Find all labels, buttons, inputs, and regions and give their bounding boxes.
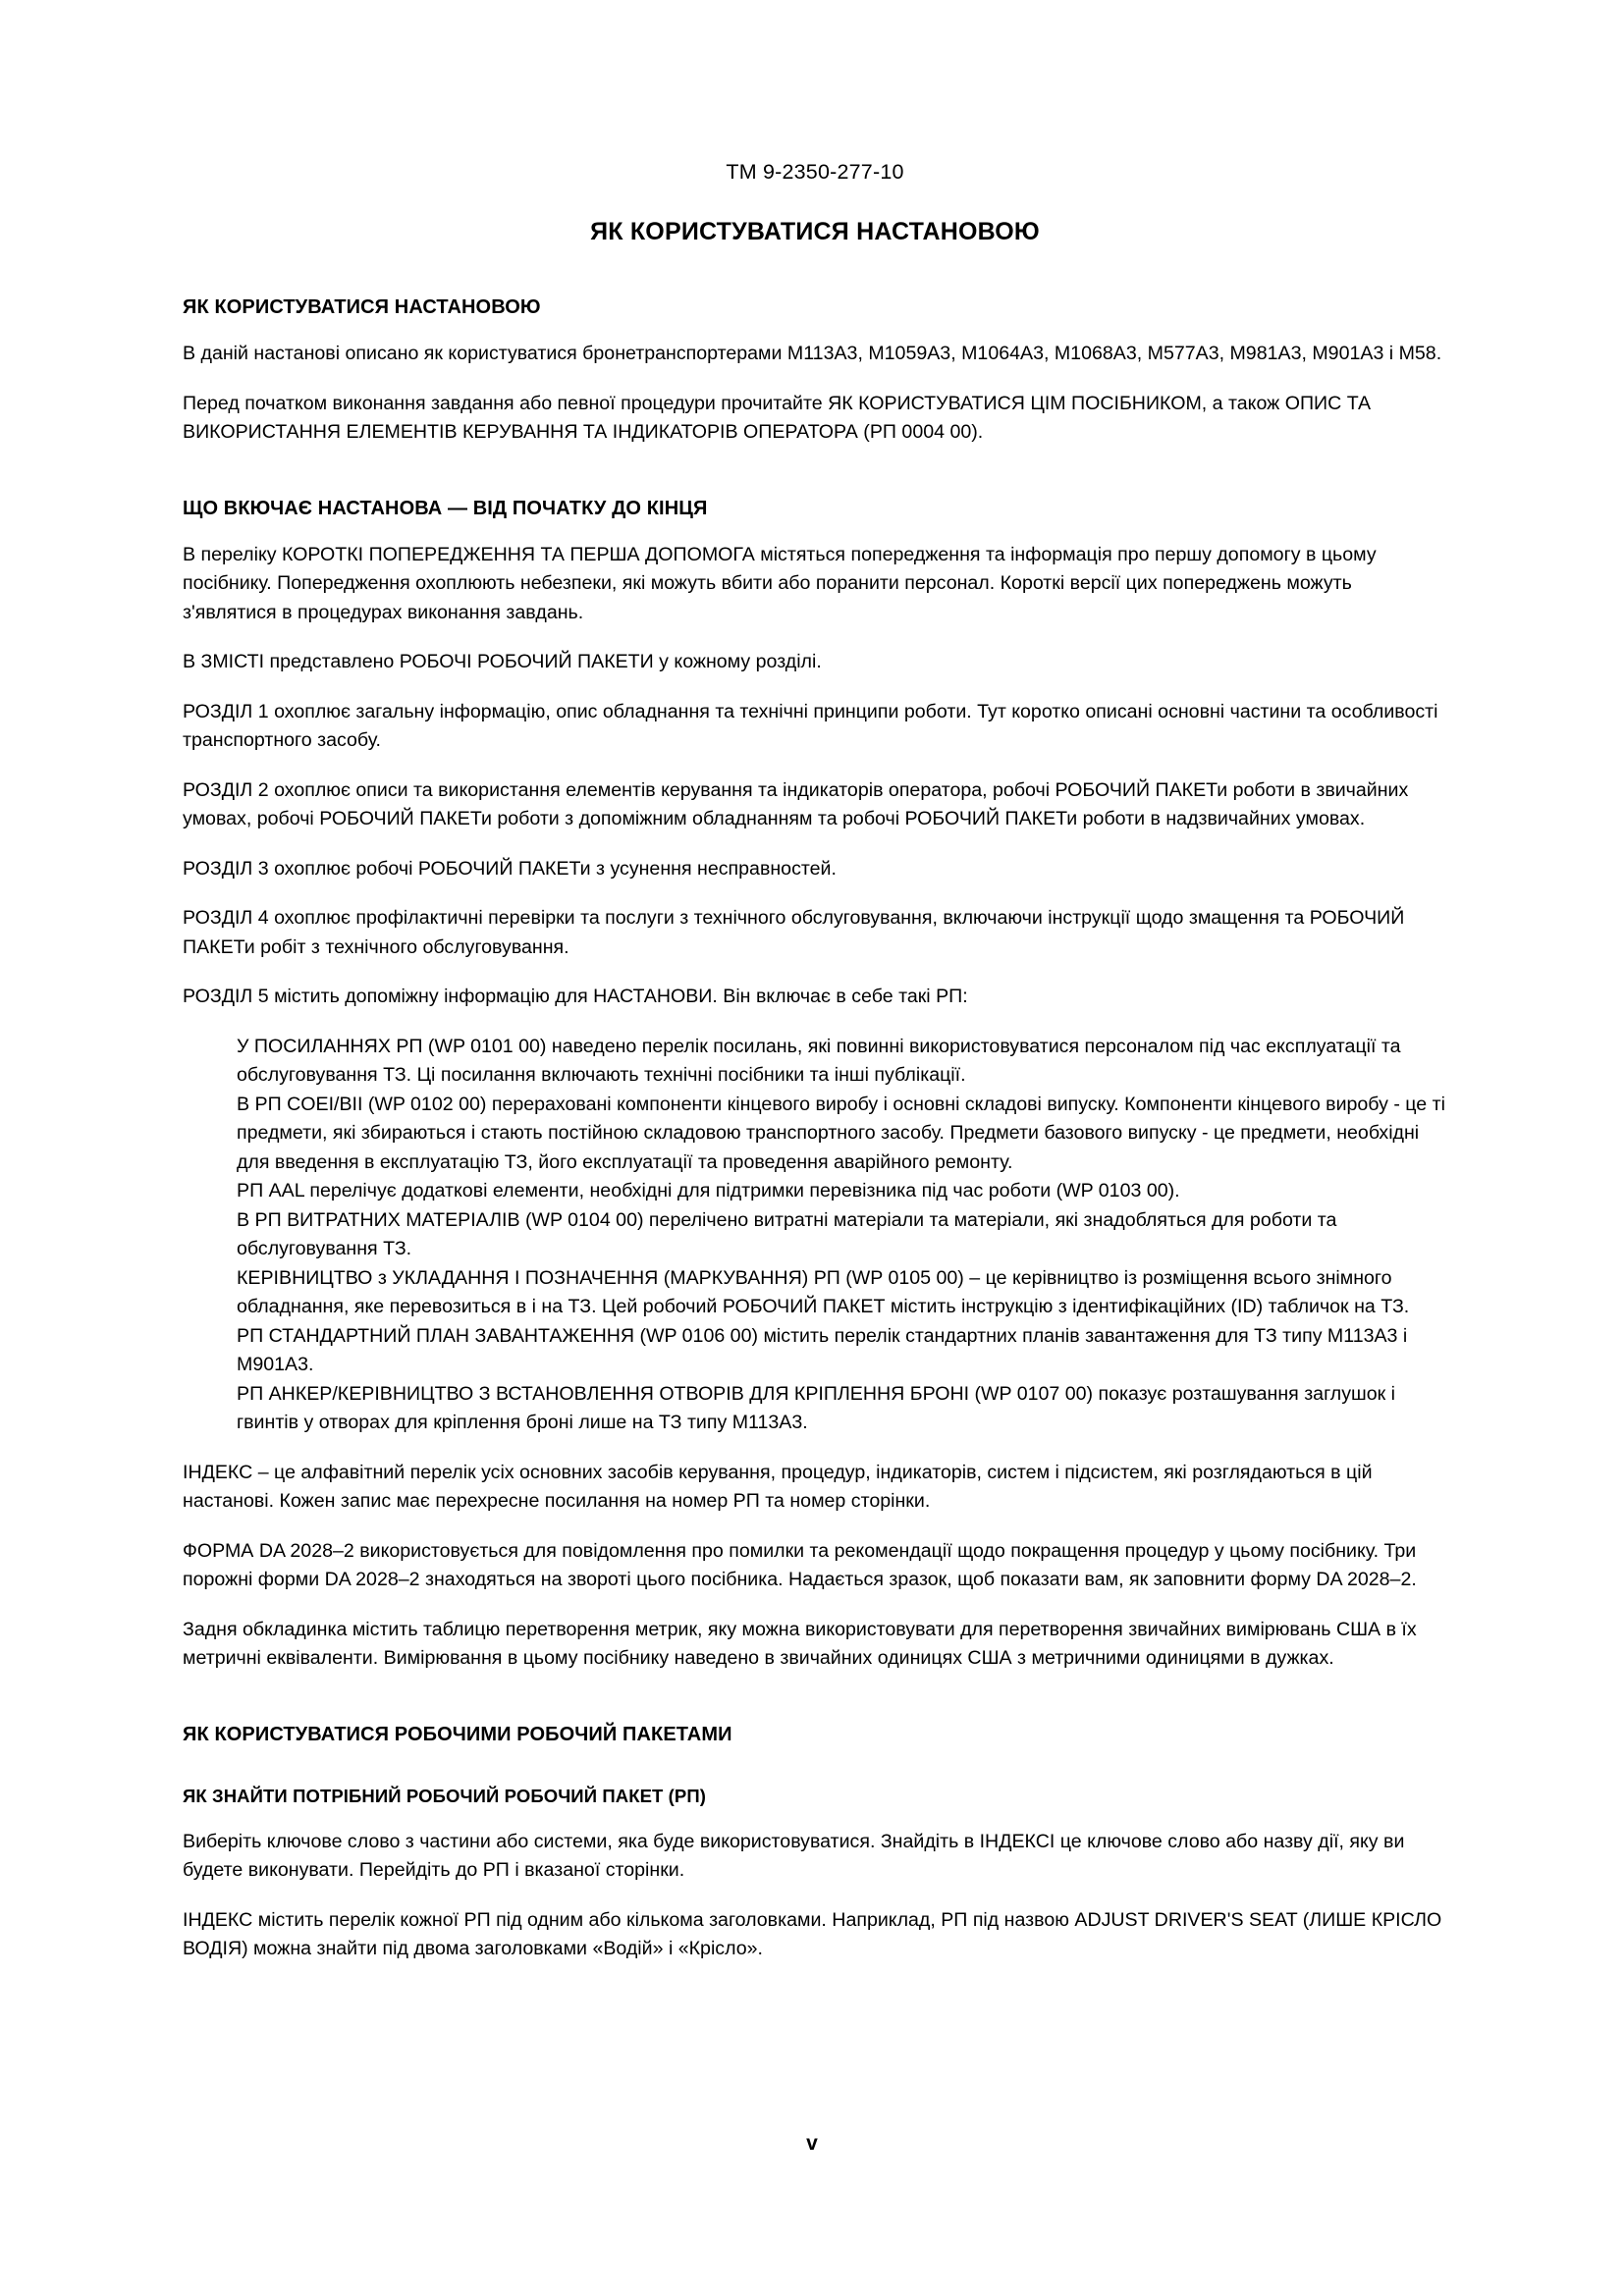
list-item: В РП COEI/BII (WP 0102 00) перераховані компоненти кінцевого виробу і основні складові випуску. Компоненти кінцевого виробу - це ті предмети, які збираються і стають постійною складовою транспортного засобу. Предмети базового випуску - це предмети, необхідні для введення в експлуатацію ТЗ, його експлуатації та проведення аварійного ремонту. (237, 1093, 1445, 1173)
paragraph: Перед початком виконання завдання або певної процедури прочитайте ЯК КОРИСТУВАТИСЯ ЦІМ ПОСІБНИКОМ, а також ОПИС ТА ВИКОРИСТАННЯ ЕЛЕМЕНТІВ КЕРУВАННЯ ТА ІНДИКАТОРІВ ОПЕРАТОРА (РП 0004 00). (183, 392, 1372, 443)
paragraph: Задня обкладинка містить таблицю перетворення метрик, яку можна використовувати для перетворення звичайних вимірювань США в їх метричні еквіваленти. Вимірювання в цьому посібнику наведено в звичайних одиницях США з метричними одиницями в дужках. (183, 1618, 1417, 1669)
paragraph: РОЗДІЛ 3 охоплює робочі РОБОЧИЙ ПАКЕТи з усунення несправностей. (183, 857, 837, 880)
paragraph: РОЗДІЛ 5 містить допоміжну інформацію для НАСТАНОВИ. Він включає в себе такі РП: (183, 986, 968, 1007)
list-item: У ПОСИЛАННЯХ РП (WP 0101 00) наведено перелік посилань, які повинні використовуватися персоналом під час експлуатації та обслуговування ТЗ. Ці посилання включають технічні посібники та інші публікації. (237, 1035, 1401, 1086)
paragraph: РОЗДІЛ 4 охоплює профілактичні перевірки та послуги з технічного обслуговування, включаючи інструкції щодо змащення та РОБОЧИЙ ПАКЕТи робіт з технічного обслуговування. (183, 907, 1405, 958)
paragraph: ІНДЕКС – це алфавітний перелік усіх основних засобів керування, процедур, індикаторів, систем і підсистем, які розглядаються в цій настанові. Кожен запис має перехресне посилання на номер РП та номер сторінки. (183, 1461, 1373, 1512)
subsection-heading-find-wp: ЯК ЗНАЙТИ ПОТРІБНИЙ РОБОЧИЙ РОБОЧИЙ ПАКЕТ (РП) (183, 1785, 707, 1806)
list-item: РП АНКЕР/КЕРІВНИЦТВО З ВСТАНОВЛЕННЯ ОТВОРІВ ДЛЯ КРІПЛЕННЯ БРОНІ (WP 0107 00) показує розташування заглушок і гвинтів у отворах для кріплення броні лише на ТЗ типу M113A3. (237, 1382, 1396, 1433)
document-number: TM 9-2350-277-10 (726, 160, 904, 184)
paragraph: Виберіть ключове слово з частини або системи, яка буде використовуватися. Знайдіть в ІНДЕКСІ це ключове слово або назву дії, яку ви будете виконувати. Перейдіть до РП і вказаної сторінки. (183, 1830, 1405, 1881)
section-heading-how-to-use: ЯК КОРИСТУВАТИСЯ НАСТАНОВОЮ (183, 296, 541, 318)
page-title: ЯК КОРИСТУВАТИСЯ НАСТАНОВОЮ (590, 218, 1040, 245)
paragraph: В ЗМІСТІ представлено РОБОЧІ РОБОЧИЙ ПАКЕТИ у кожному розділі. (183, 651, 822, 672)
paragraph: В даній настанові описано як користуватися бронетранспортерами M113A3, M1059A3, M1064A3, M1068A3, M577A3, M981A3, M901A3 і M58. (183, 343, 1442, 364)
page-number-footer: v (806, 2132, 818, 2155)
work-package-list (183, 1033, 1447, 1438)
section-heading-what-includes: ЩО ВКЮЧАЄ НАСТАНОВА — ВІД ПОЧАТКУ ДО КІНЦЯ (183, 497, 708, 519)
paragraph: РОЗДІЛ 2 охоплює описи та використання елементів керування та індикаторів оператора, робочі РОБОЧИЙ ПАКЕТи роботи в звичайних умовах, робочі РОБОЧИЙ ПАКЕТи роботи з допоміжним обладнанням та робочі РОБОЧИЙ ПАКЕТи роботи в надзвичайних умовах. (183, 778, 1409, 829)
list-item: В РП ВИТРАТНИХ МАТЕРІАЛІВ (WP 0104 00) перелічено витратні матеріали та матеріали, які знадобляться для роботи та обслуговування ТЗ. (237, 1208, 1337, 1259)
list-item: КЕРІВНИЦТВО з УКЛАДАННЯ І ПОЗНАЧЕННЯ (МАРКУВАННЯ) РП (WP 0105 00) – це керівництво із розміщення всього знімного обладнання, яке перевозиться в і на ТЗ. Цей робочий РОБОЧИЙ ПАКЕТ містить інструкцію з ідентифікаційних (ID) табличок на ТЗ. (237, 1266, 1410, 1317)
section-heading-how-to-use-wp: ЯК КОРИСТУВАТИСЯ РОБОЧИМИ РОБОЧИЙ ПАКЕТАМИ (183, 1723, 732, 1745)
paragraph: РОЗДІЛ 1 охоплює загальну інформацію, опис обладнання та технічні принципи роботи. Тут коротко описані основні частини та особливості транспортного засобу. (183, 700, 1438, 751)
page-content (183, 0, 1447, 1964)
list-item: РП СТАНДАРТНИЙ ПЛАН ЗАВАНТАЖЕННЯ (WP 0106 00) містить перелік стандартних планів завантаження для ТЗ типу M113A3 і M901A3. (237, 1324, 1408, 1375)
paragraph: В переліку КОРОТКІ ПОПЕРЕДЖЕННЯ ТА ПЕРША ДОПОМОГА містяться попередження та інформація про першу допомогу в цьому посібнику. Попередження охоплюють небезпеки, які можуть вбити або поранити персонал. Короткі версії цих попереджень можуть з'являтися в процедурах виконання завдань. (183, 543, 1377, 623)
paragraph: ІНДЕКС містить перелік кожної РП під одним або кількома заголовками. Наприклад, РП під назвою ADJUST DRIVER'S SEAT (ЛИШЕ КРІСЛО ВОДІЯ) можна знайти під двома заголовками «Водій» і «Крісло». (183, 1908, 1442, 1959)
paragraph: ФОРМА DA 2028–2 використовується для повідомлення про помилки та рекомендації щодо покращення процедур у цьому посібнику. Три порожні форми DA 2028–2 знаходяться на звороті цього посібника. Надається зразок, щоб показати вам, як заповнити форму DA 2028–2. (183, 1539, 1417, 1590)
list-item: РП AAL перелічує додаткові елементи, необхідні для підтримки перевізника під час роботи (WP 0103 00). (237, 1180, 1180, 1201)
